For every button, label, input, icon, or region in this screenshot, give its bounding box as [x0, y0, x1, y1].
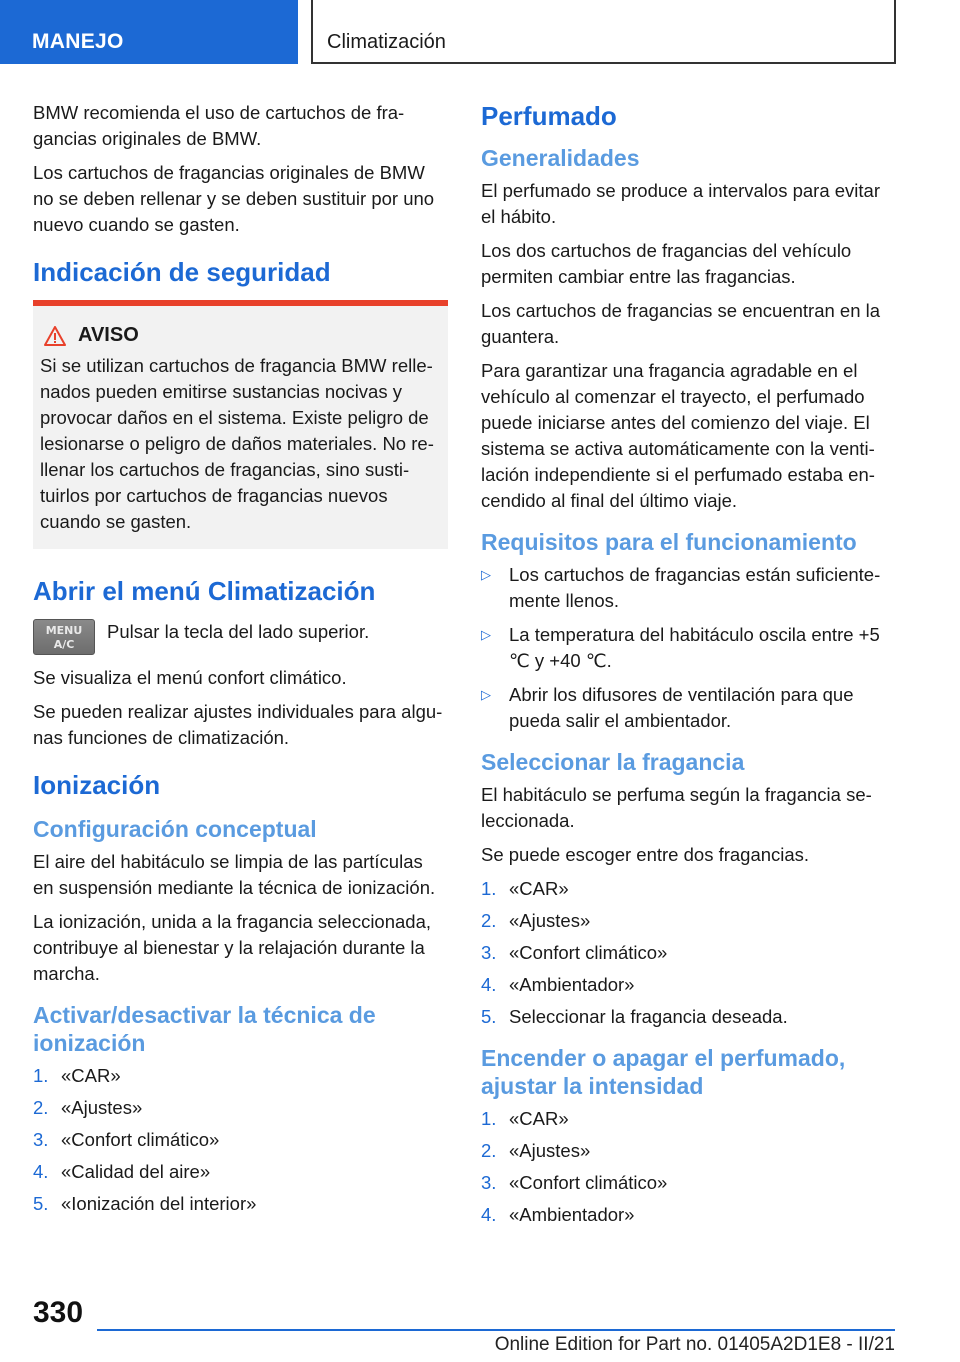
- step-text: «Ajustes»: [509, 910, 591, 931]
- step-number: 2.: [33, 1097, 49, 1118]
- step-number: 4.: [33, 1161, 49, 1182]
- step-text: «Ajustes»: [509, 1140, 591, 1161]
- chapter-title: Climatización: [311, 0, 896, 64]
- step-number: 2.: [481, 910, 497, 931]
- requirement-text: La temperatura del habitáculo oscila entre +5 ℃ y +40 ℃.: [509, 624, 880, 671]
- list-item: [481, 1170, 895, 1196]
- step-text: «Ambientador»: [509, 974, 635, 995]
- menu-instruction-row: [33, 619, 448, 655]
- section-tab: MANEJO: [0, 0, 298, 64]
- safety-heading: Indicación de seguridad: [33, 257, 331, 287]
- menu-button-label: A/C: [53, 638, 75, 651]
- list-item: [481, 1004, 895, 1030]
- step-text: «CAR»: [509, 878, 569, 899]
- step-number: 4.: [481, 974, 497, 995]
- ionization-toggle-heading: Activar/desactivar la técnica de ionización: [33, 1002, 376, 1056]
- list-item: [33, 1191, 448, 1217]
- step-number: 1.: [33, 1065, 49, 1086]
- menu-button-label: MENU: [45, 624, 83, 637]
- warning-header: [40, 324, 440, 347]
- menu-ac-button-icon: [33, 619, 95, 655]
- requirements-heading: Requisitos para el funcionamiento: [481, 529, 857, 555]
- menu-instruction: Pulsar la tecla del lado superior.: [107, 621, 370, 642]
- step-text: «Ajustes»: [61, 1097, 143, 1118]
- step-text: «CAR»: [509, 1108, 569, 1129]
- list-item: [481, 622, 895, 674]
- concept-paragraph: El aire del habitáculo se limpia de las partículas en suspensión mediante la técnica de ionización.: [33, 851, 436, 898]
- list-item: [33, 1159, 448, 1185]
- list-item: [33, 1063, 448, 1089]
- requirements-list: [481, 562, 895, 734]
- step-number: 3.: [33, 1129, 49, 1150]
- ionization-steps: [33, 1063, 448, 1217]
- requirement-text: Abrir los difusores de ventilación para que pueda salir el ambientador.: [509, 684, 854, 731]
- concept-paragraph: La ionización, unida a la fragancia seleccionada, contribuye al bienestar y la relajación durante la marcha.: [33, 911, 432, 984]
- list-item: [481, 876, 895, 902]
- step-number: 1.: [481, 1108, 497, 1129]
- select-fragrance-heading: Seleccionar la fragancia: [481, 749, 745, 775]
- ionization-heading: Ionización: [33, 770, 161, 800]
- step-number: 2.: [481, 1140, 497, 1161]
- list-item: [481, 940, 895, 966]
- select-steps: [481, 876, 895, 1030]
- step-text: «Calidad del aire»: [61, 1161, 211, 1182]
- general-paragraph: El perfumado se produce a intervalos para evitar el hábito.: [481, 180, 880, 227]
- right-column: [481, 100, 895, 1238]
- footer-edition: Online Edition for Part no. 01405A2D1E8 - II/21: [494, 1334, 895, 1355]
- list-item: [481, 1106, 895, 1132]
- step-text: «Confort climático»: [509, 1172, 668, 1193]
- warning-box: [33, 300, 448, 549]
- menu-paragraph: Se pueden realizar ajustes individuales para algunas funciones de climatización.: [33, 701, 443, 748]
- list-item: [33, 1127, 448, 1153]
- step-number: 3.: [481, 1172, 497, 1193]
- step-number: 5.: [33, 1193, 49, 1214]
- warning-text: Si se utilizan cartuchos de fragancia BMW rellenados pueden emitirse sustancias nocivas y provocar daños en el sistema. Existe peligro de lesionarse o peligro de daños materiales. No rellenar los cartuchos de fragancias, sino sustituirlos por cartuchos de fragancias nuevos cuando se gasten.: [40, 355, 434, 532]
- list-item: [481, 1138, 895, 1164]
- step-number: 1.: [481, 878, 497, 899]
- step-text: Seleccionar la fragancia deseada.: [509, 1006, 788, 1027]
- intro-paragraph: Los cartuchos de fragancias originales de BMW no se deben rellenar y se deben sustituir por uno nuevo cuando se gasten.: [33, 162, 435, 235]
- perfume-heading: Perfumado: [481, 101, 617, 131]
- warning-title: AVISO: [78, 324, 139, 346]
- on-off-steps: [481, 1106, 895, 1228]
- page-number: 330: [33, 1296, 84, 1329]
- footer-divider: [97, 1329, 895, 1331]
- list-item: [481, 1202, 895, 1228]
- general-paragraph: Para garantizar una fragancia agradable en el vehículo al comenzar el trayecto, el perfumado puede iniciarse antes del comienzo del viaje. El sistema se activa automáticamente con la ventilación independiente si el perfumado estaba encendido al final del último viaje.: [481, 360, 875, 511]
- select-paragraph: El habitáculo se perfuma según la fragancia seleccionada.: [481, 784, 872, 831]
- triangle-bullet-icon: ▷: [481, 627, 491, 642]
- step-number: 5.: [481, 1006, 497, 1027]
- concept-heading: Configuración conceptual: [33, 816, 317, 842]
- step-text: «Confort climático»: [61, 1129, 220, 1150]
- general-paragraph: Los dos cartuchos de fragancias del vehículo permiten cambiar entre las fragancias.: [481, 240, 852, 287]
- list-item: [481, 908, 895, 934]
- list-item: [481, 972, 895, 998]
- intro-paragraph: BMW recomienda el uso de cartuchos de fragancias originales de BMW.: [33, 102, 405, 149]
- general-paragraph: Los cartuchos de fragancias se encuentran en la guantera.: [481, 300, 881, 347]
- requirement-text: Los cartuchos de fragancias están suficientemente llenos.: [509, 564, 881, 611]
- left-column: [33, 100, 448, 1227]
- list-item: [481, 562, 895, 614]
- menu-heading: Abrir el menú Climatización: [33, 576, 376, 606]
- general-heading: Generalidades: [481, 145, 640, 171]
- step-text: «Ambientador»: [509, 1204, 635, 1225]
- step-text: «Confort climático»: [509, 942, 668, 963]
- step-text: «Ionización del interior»: [61, 1193, 257, 1214]
- on-off-heading: Encender o apagar el perfumado, ajustar la intensidad: [481, 1045, 846, 1099]
- list-item: [33, 1095, 448, 1121]
- warning-triangle-icon: [44, 326, 66, 346]
- step-number: 3.: [481, 942, 497, 963]
- triangle-bullet-icon: ▷: [481, 687, 491, 702]
- step-text: «CAR»: [61, 1065, 121, 1086]
- step-number: 4.: [481, 1204, 497, 1225]
- menu-paragraph: Se visualiza el menú confort climático.: [33, 667, 347, 688]
- select-paragraph: Se puede escoger entre dos fragancias.: [481, 844, 810, 865]
- list-item: [481, 682, 895, 734]
- triangle-bullet-icon: ▷: [481, 567, 491, 582]
